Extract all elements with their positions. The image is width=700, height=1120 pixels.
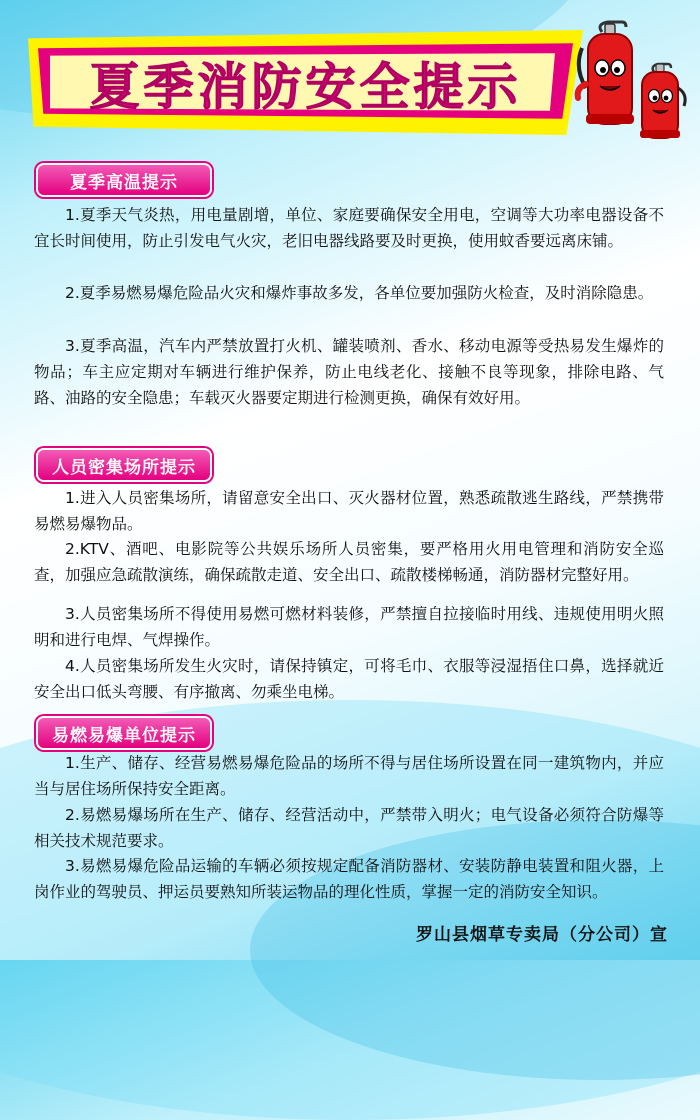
section-header-summer-heat: 夏季高温提示: [36, 163, 212, 197]
section-header-flammable-units: 易燃易爆单位提示: [36, 716, 212, 750]
fire-extinguisher-mascot-icon: [572, 18, 692, 143]
section-item: 1.夏季天气炎热，用电量剧增，单位、家庭要确保安全用电，空调等大功率电器设备不宜长时间使用，防止引发电气火灾，老旧电器线路要及时更换，使用蚊香要远离床铺。: [34, 206, 664, 250]
footer-publisher: 罗山县烟草专卖局（分公司）宣: [416, 925, 668, 945]
section-header-crowded-places: 人员密集场所提示: [36, 448, 212, 482]
title-banner: [28, 30, 583, 135]
section-item: 4.人员密集场所发生火灾时，请保持镇定，可将毛巾、衣服等浸湿捂住口鼻，选择就近安全出口低头弯腰、有序撤离、勿乘坐电梯。: [34, 657, 664, 701]
section-item: 3.易燃易爆危险品运输的车辆必须按规定配备消防器材、安装防静电装置和阻火器，上岗作业的驾驶员、押运员要熟知所装运物品的理化性质，掌握一定的消防安全知识。: [34, 857, 664, 901]
section-item: 3.人员密集场所不得使用易燃可燃材料装修，严禁擅自拉接临时用线、违规使用明火照明和进行电焊、气焊操作。: [34, 605, 664, 649]
section-item: 2.KTV、酒吧、电影院等公共娱乐场所人员密集，要严格用火用电管理和消防安全巡查，加强应急疏散演练，确保疏散走道、安全出口、疏散楼梯畅通，消防器材完整好用。: [34, 540, 664, 584]
section-item: 2.夏季易燃易爆危险品火灾和爆炸事故多发，各单位要加强防火检查，及时消除隐患。: [65, 284, 654, 302]
section-item: 1.进入人员密集场所，请留意安全出口、灭火器材位置，熟悉疏散逃生路线，严禁携带易燃易爆物品。: [34, 489, 664, 533]
section-item: 3.夏季高温，汽车内严禁放置打火机、罐装喷剂、香水、移动电源等受热易发生爆炸的物品；车主应定期对车辆进行维护保养，防止电线老化、接触不良等现象，排除电路、气路、油路的安全隐患；车载灭火器要定期进行检测更换，确保有效好用。: [34, 337, 664, 407]
section-item: 2.易燃易爆场所在生产、储存、经营活动中，严禁带入明火；电气设备必须符合防爆等相关技术规范要求。: [34, 806, 664, 850]
page-title: 夏季消防安全提示: [89, 57, 522, 116]
section-item: 1.生产、储存、经营易燃易爆危险品的场所不得与居住场所设置在同一建筑物内，并应当与居住场所保持安全距离。: [34, 754, 664, 798]
